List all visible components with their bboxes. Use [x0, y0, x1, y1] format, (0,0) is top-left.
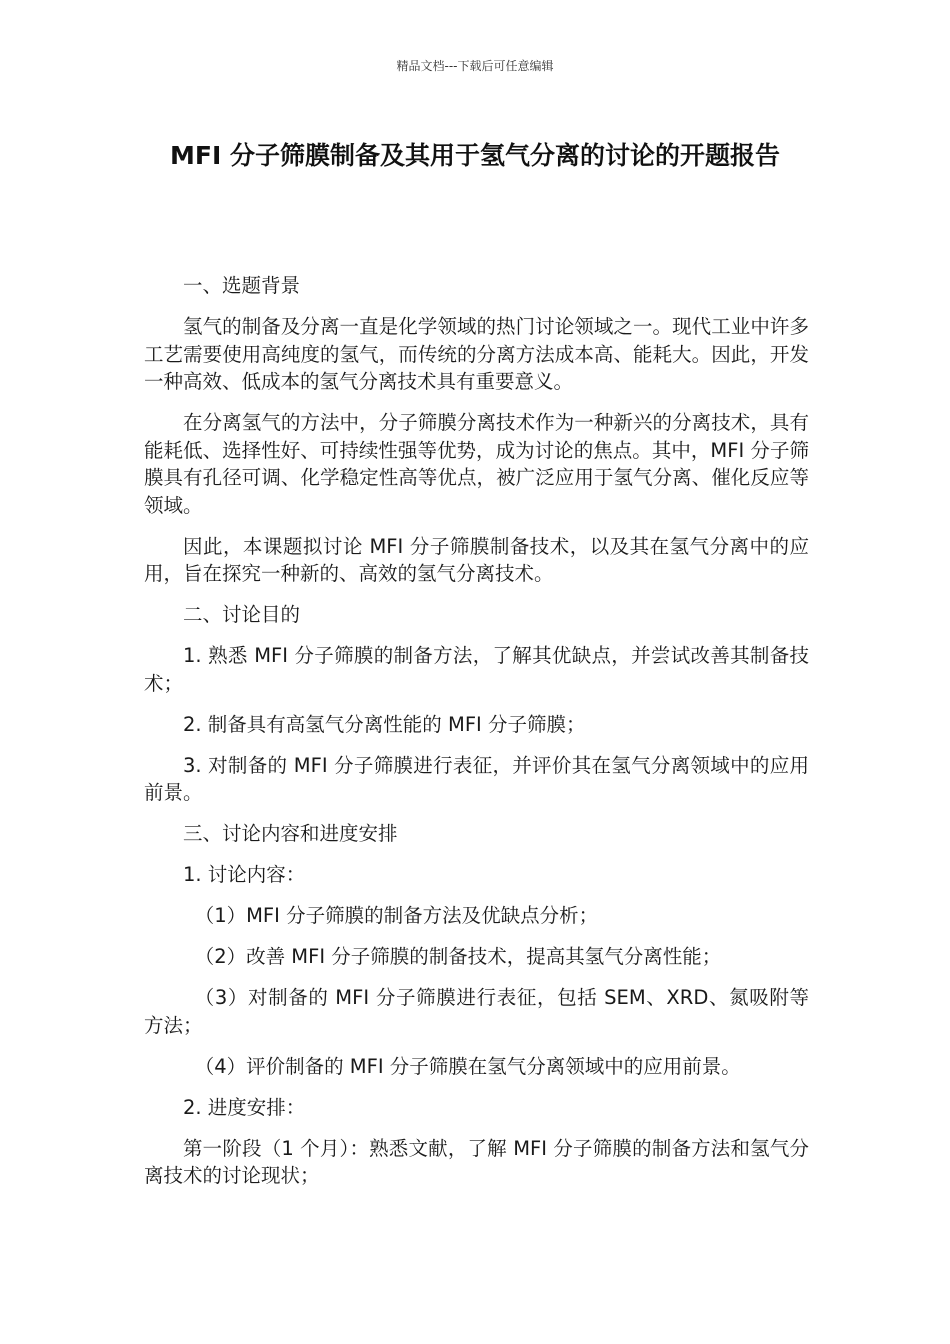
- list-item: 2. 制备具有高氢气分离性能的 MFI 分子筛膜；: [183, 712, 586, 736]
- paragraph: 因此，本课题拟讨论 MFI 分子筛膜制备技术，以及其在氢气分离中的应用，旨在探究一种新的、高效的氢气分离技术。: [144, 534, 809, 585]
- document-body: [144, 272, 809, 1203]
- section-heading-background: 一、选题背景: [183, 274, 301, 297]
- list-item: 1. 熟悉 MFI 分子筛膜的制备方法，了解其优缺点，并尝试改善其制备技术；: [144, 644, 809, 695]
- list-item: （2）改善 MFI 分子筛膜的制备技术，提高其氢气分离性能；: [194, 945, 722, 968]
- list-item: （1）MFI 分子筛膜的制备方法及优缺点分析；: [194, 904, 599, 927]
- section-heading-objectives: 二、讨论目的: [183, 603, 301, 626]
- list-item: （3）对制备的 MFI 分子筛膜进行表征，包括 SEM、XRD、氮吸附等方法；: [144, 986, 809, 1037]
- subsection-heading-content: 1. 讨论内容：: [183, 863, 306, 886]
- paragraph: 在分离氢气的方法中，分子筛膜分离技术作为一种新兴的分离技术，具有能耗低、选择性好、可持续性强等优势，成为讨论的焦点。其中，MFI 分子筛膜具有孔径可调、化学稳定性高等优点，被广泛应用于氢气分离、催化反应等领域。: [144, 411, 809, 517]
- list-item: 3. 对制备的 MFI 分子筛膜进行表征，并评价其在氢气分离领域中的应用前景。: [144, 753, 809, 804]
- subsection-heading-schedule: 2. 进度安排：: [183, 1095, 306, 1119]
- paragraph: 氢气的制备及分离一直是化学领域的热门讨论领域之一。现代工业中许多工艺需要使用高纯度的氢气，而传统的分离方法成本高、能耗大。因此，开发一种高效、低成本的氢气分离技术具有重要意义。: [144, 315, 809, 393]
- document-title: MFI 分子筛膜制备及其用于氢气分离的讨论的开题报告: [170, 141, 780, 170]
- list-item: （4）评价制备的 MFI 分子筛膜在氢气分离领域中的应用前景。: [194, 1054, 741, 1078]
- section-heading-content: 三、讨论内容和进度安排: [183, 822, 398, 845]
- page-header: 精品文档---下载后可任意编辑: [396, 59, 554, 73]
- schedule-item: 第一阶段（1 个月）：熟悉文献，了解 MFI 分子筛膜的制备方法和氢气分离技术的讨论现状；: [144, 1136, 809, 1187]
